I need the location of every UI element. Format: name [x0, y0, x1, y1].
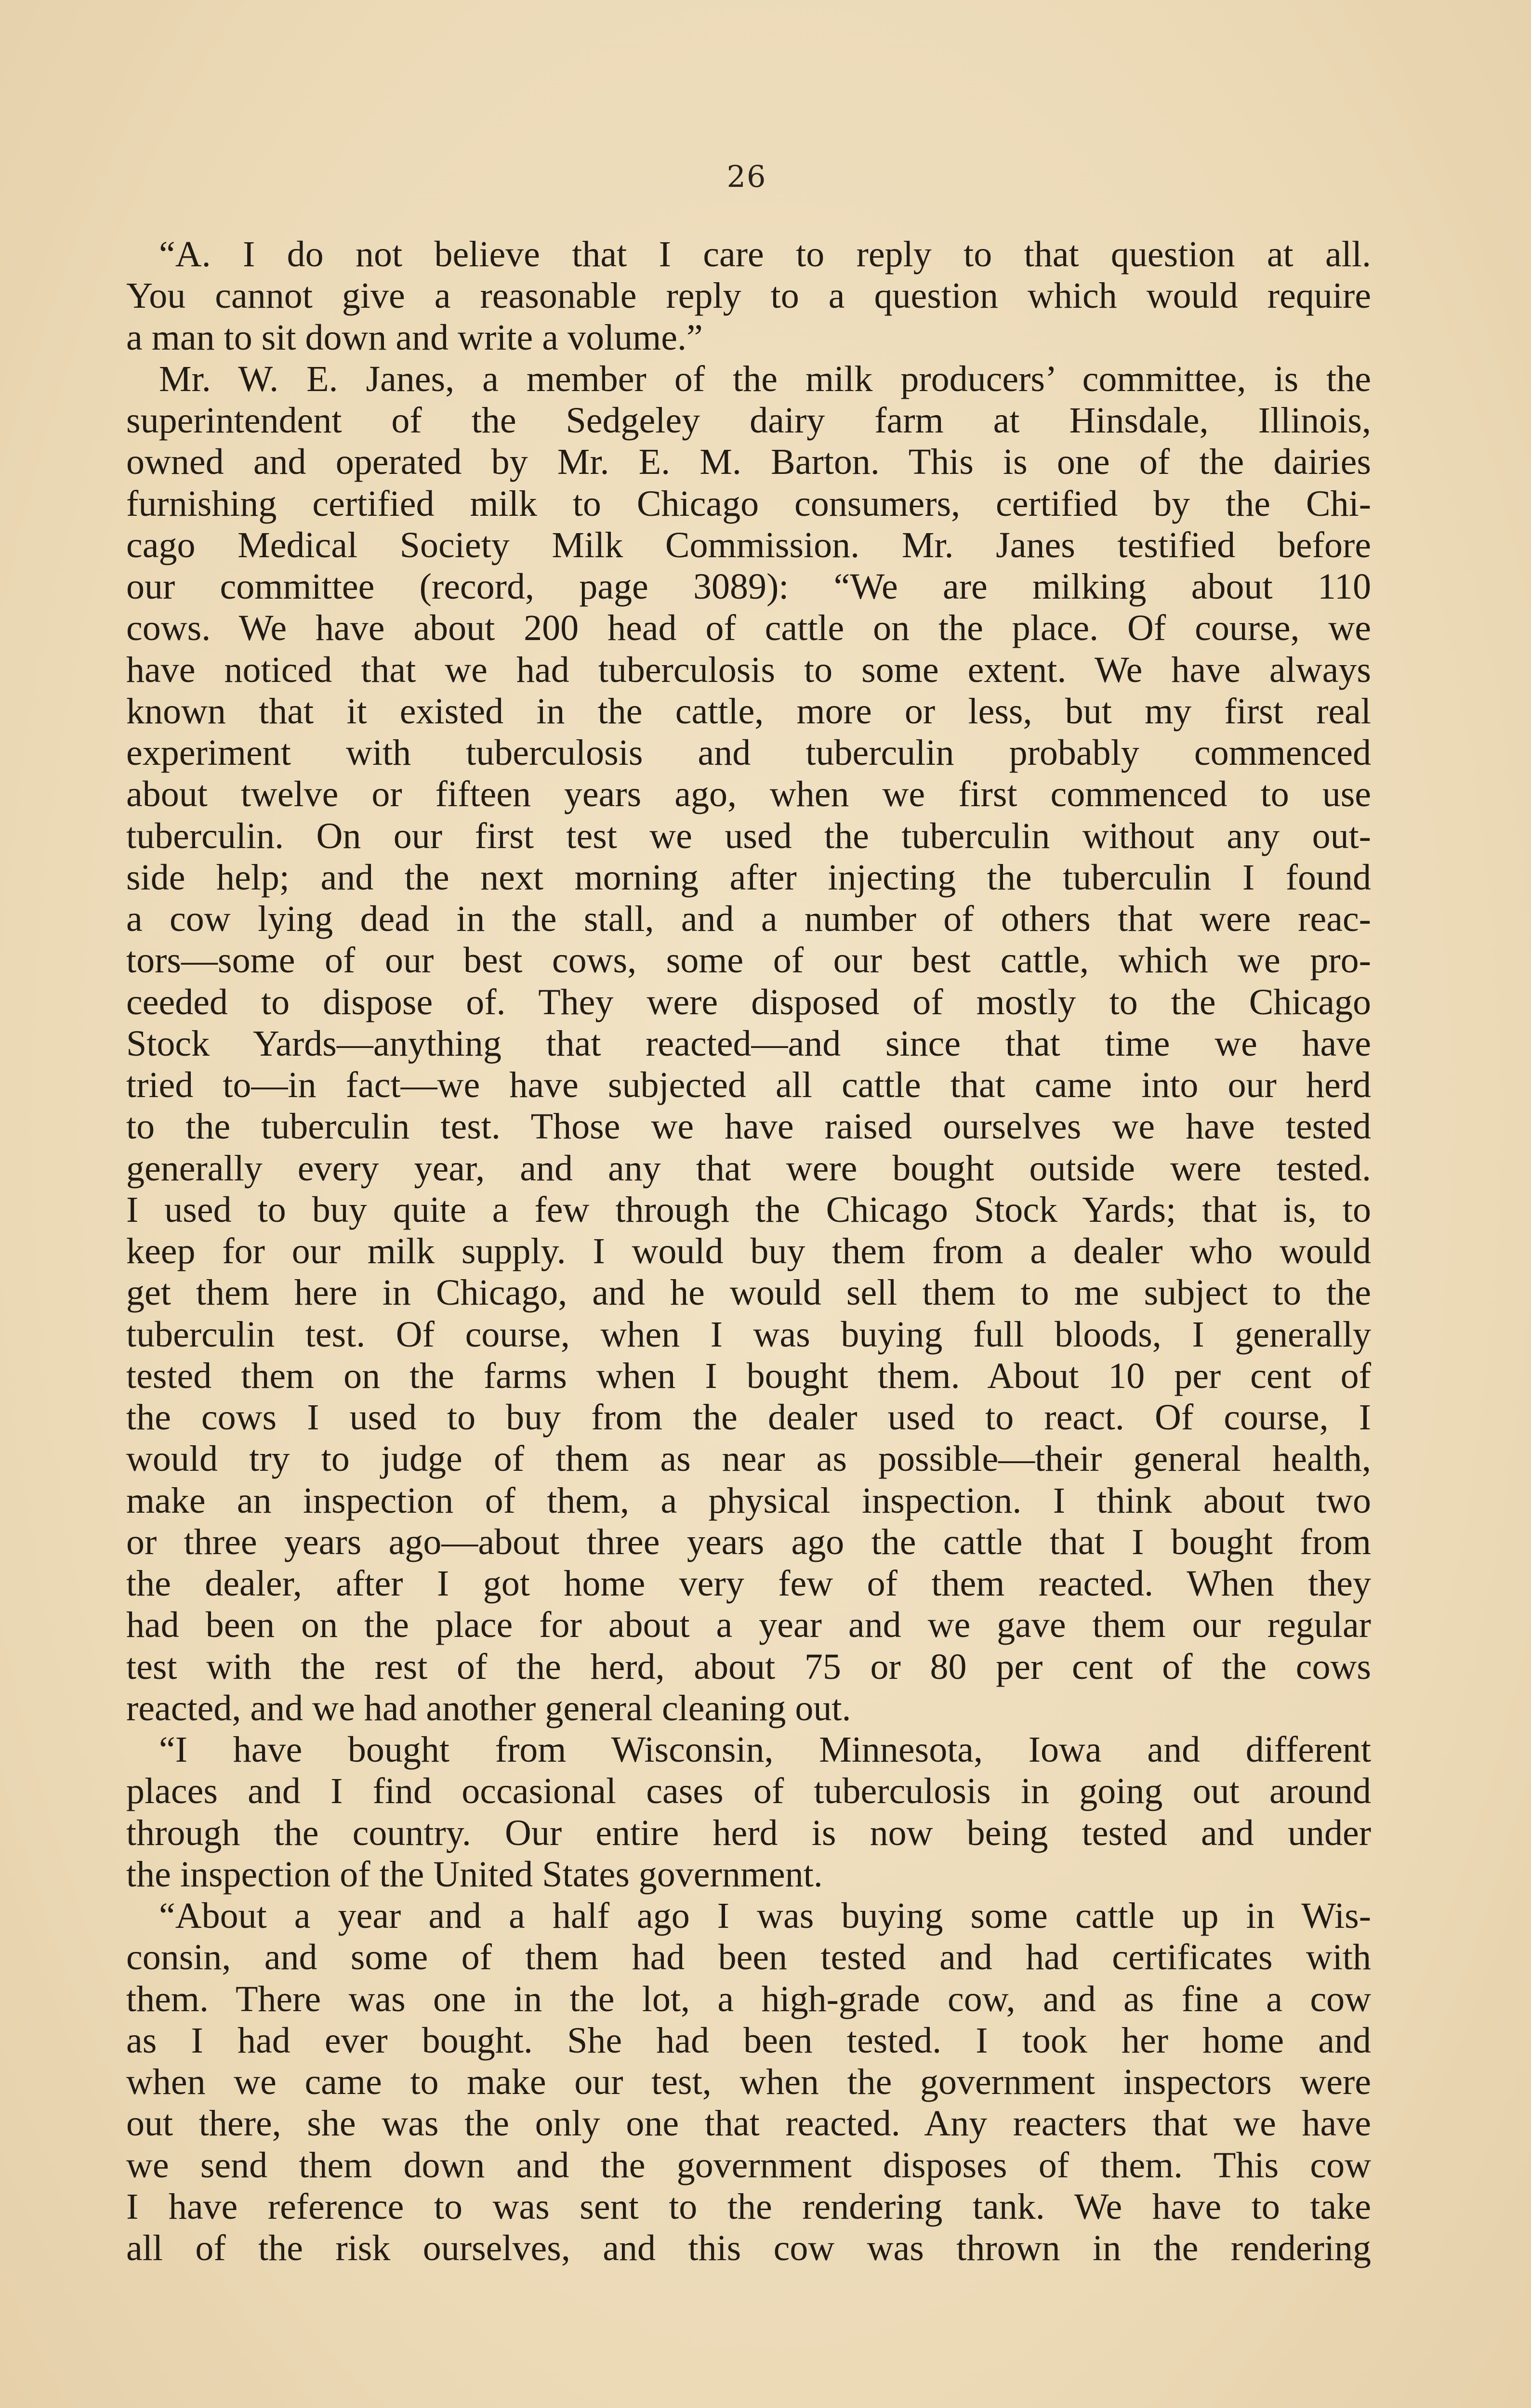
- text-line: through the country. Our entire herd is now being tested and under: [126, 1812, 1371, 1853]
- text-line: “A. I do not believe that I care to reply to that question at all.: [159, 234, 1371, 275]
- text-line: a cow lying dead in the stall, and a number of others that were reac-: [126, 899, 1371, 939]
- text-line: or three years ago—about three years ago the cattle that I bought from: [126, 1521, 1371, 1562]
- text-line: make an inspection of them, a physical inspection. I think about two: [126, 1480, 1371, 1521]
- text-line: our committee (record, page 3089): “We are milking about 110: [126, 566, 1371, 607]
- text-line: would try to judge of them as near as possible—their general health,: [126, 1439, 1371, 1479]
- text-line: I used to buy quite a few through the Chicago Stock Yards; that is, to: [126, 1189, 1371, 1230]
- text-line: tuberculin test. Of course, when I was buying full bloods, I generally: [126, 1314, 1371, 1355]
- text-line: cows. We have about 200 head of cattle on the place. Of course, we: [126, 608, 1371, 649]
- text-line: the cows I used to buy from the dealer used to react. Of course, I: [126, 1397, 1371, 1438]
- text-line: “About a year and a half ago I was buying some cattle up in Wis-: [159, 1896, 1371, 1936]
- text-line: consin, and some of them had been tested and had certificates with: [126, 1937, 1371, 1978]
- text-line: tors—some of our best cows, some of our best cattle, which we pro-: [126, 940, 1371, 981]
- text-line: the dealer, after I got home very few of them reacted. When they: [126, 1563, 1371, 1604]
- text-line: furnishing certified milk to Chicago consumers, certified by the Chi-: [126, 483, 1371, 524]
- text-line: I have reference to was sent to the rendering tank. We have to take: [126, 2186, 1371, 2227]
- text-line: get them here in Chicago, and he would sell them to me subject to the: [126, 1272, 1371, 1313]
- text-line: tried to—in fact—we have subjected all cattle that came into our herd: [126, 1065, 1371, 1105]
- text-line: we send them down and the government disposes of them. This cow: [126, 2145, 1371, 2186]
- text-line: about twelve or fifteen years ago, when we first commenced to use: [126, 774, 1371, 815]
- text-line: places and I find occasional cases of tuberculosis in going out around: [126, 1771, 1371, 1812]
- text-line: ceeded to dispose of. They were disposed of mostly to the Chicago: [126, 982, 1371, 1022]
- text-line: experiment with tuberculosis and tuberculin probably commenced: [126, 733, 1371, 773]
- text-line: when we came to make our test, when the government inspectors were: [126, 2062, 1371, 2102]
- text-line: them. There was one in the lot, a high-grade cow, and as fine a cow: [126, 1978, 1371, 2019]
- text-line: superintendent of the Sedgeley dairy farm at Hinsdale, Illinois,: [126, 400, 1371, 441]
- text-line: generally every year, and any that were bought outside were tested.: [126, 1148, 1371, 1189]
- body-text: [126, 234, 1371, 2269]
- text-line: tuberculin. On our first test we used the tuberculin without any out-: [126, 815, 1371, 856]
- text-line: all of the risk ourselves, and this cow was thrown in the rendering: [126, 2228, 1371, 2268]
- text-line: Mr. W. E. Janes, a member of the milk producers’ committee, is the: [159, 358, 1371, 399]
- text-line: tested them on the farms when I bought them. About 10 per cent of: [126, 1355, 1371, 1396]
- text-line: side help; and the next morning after injecting the tuberculin I found: [126, 857, 1371, 898]
- text-line: You cannot give a reasonable reply to a question which would require: [126, 275, 1371, 316]
- text-line: had been on the place for about a year and we gave them our regular: [126, 1605, 1371, 1646]
- page-number: 26: [726, 159, 767, 194]
- text-line: a man to sit down and write a volume.”: [126, 317, 703, 358]
- text-line: “I have bought from Wisconsin, Minnesota, Iowa and different: [159, 1729, 1371, 1770]
- text-line: out there, she was the only one that reacted. Any reacters that we have: [126, 2103, 1371, 2144]
- text-line: the inspection of the United States government.: [126, 1854, 823, 1895]
- text-line: cago Medical Society Milk Commission. Mr. Janes testified before: [126, 524, 1371, 565]
- text-line: as I had ever bought. She had been tested. I took her home and: [126, 2020, 1371, 2061]
- text-line: keep for our milk supply. I would buy them from a dealer who would: [126, 1231, 1371, 1271]
- text-line: have noticed that we had tuberculosis to some extent. We have always: [126, 649, 1371, 690]
- text-line: test with the rest of the herd, about 75 or 80 per cent of the cows: [126, 1646, 1371, 1687]
- text-line: reacted, and we had another general cleaning out.: [126, 1688, 851, 1728]
- text-line: Stock Yards—anything that reacted—and since that time we have: [126, 1023, 1371, 1064]
- text-line: known that it existed in the cattle, more or less, but my first real: [126, 691, 1371, 732]
- text-line: to the tuberculin test. Those we have raised ourselves we have tested: [126, 1106, 1371, 1147]
- text-line: owned and operated by Mr. E. M. Barton. This is one of the dairies: [126, 442, 1371, 483]
